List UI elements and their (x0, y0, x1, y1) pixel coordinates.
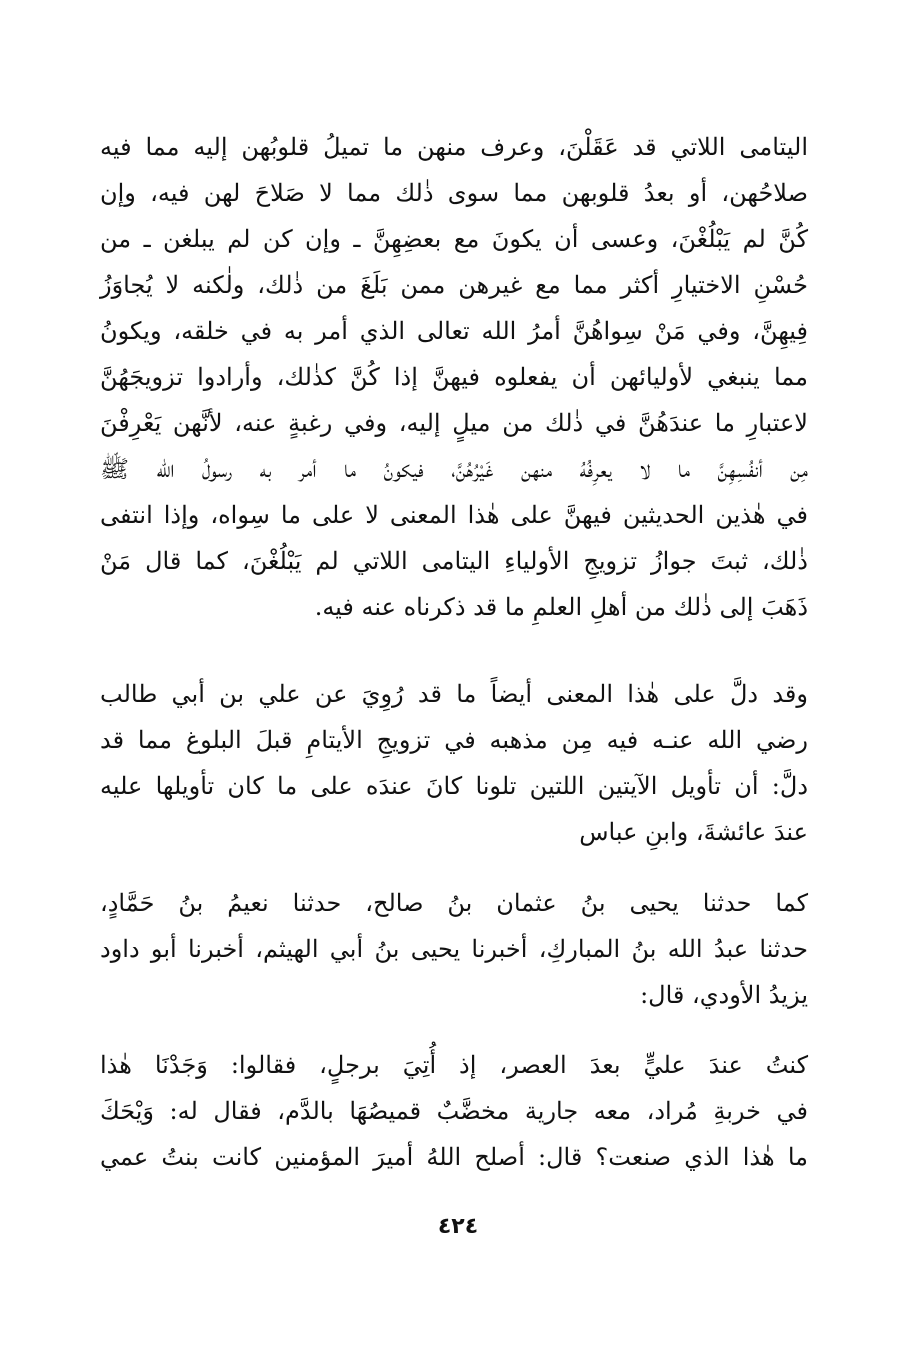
text-line: مما ينبغي لأوليائهن أن يفعلوه فيهنَّ إذا كُنَّ كذٰلك، وأرادوا تزويجَهُنَّ (100, 363, 808, 391)
text-line: صلاحُهن، أو بعدُ قلوبهن مما سوى ذٰلك مما لا صَلاحَ لهن فيه، وإن (100, 179, 808, 207)
text-line: دلَّ: أن تأويل الآيتين اللتين تلونا كانَ عندَه على ما كان تأويلها عليه (100, 772, 808, 800)
text-line: ما هٰذا الذي صنعت؟ قال: أصلح اللهُ أميرَ المؤمنين كانت بنتُ عمي (100, 1143, 808, 1171)
text-line: رضي الله عنـه فيه مِن مذهبه في تزويجِ الأيتامِ قبلَ البلوغ مما قد (100, 726, 808, 754)
text-line: مِن أنفُسِهِنَّ ما لا يعرِفُهُ منهن غَيْرُهُنَّ، فيكونُ ما أمر به رسولُ الله ﷺ (100, 455, 808, 483)
text-line: في هٰذين الحديثين فيهنَّ على هٰذا المعنى لا على ما سِواه، وإذا انتفى (100, 501, 808, 529)
text-line: وقد دلَّ على هٰذا المعنى أيضاً ما قد رُوِيَ عن علي بن أبي طالب (100, 680, 808, 708)
text-line: اليتامى اللاتي قد عَقَلْنَ، وعرف منهن ما تميلُ قلوبُهن إليه مما فيه (100, 133, 808, 161)
text-line: كما حدثنا يحيى بنُ عثمان بنُ صالح، حدثنا نعيمُ بنُ حَمَّادٍ، (100, 889, 808, 917)
text-line: حُسْنِ الاختيارِ أكثر مما مع غيرهن ممن بَلَغَ من ذٰلك، ولٰكنه لا يُجاوَزُ (100, 271, 808, 299)
text-line: كُنَّ لم يَبْلُغْنَ، وعسى أن يكونَ مع بعضِهِنَّ ـ وإن كن لم يبلغن ـ من (100, 225, 808, 253)
text-line: في خربةِ مُراد، معه جارية مخضَّبٌ قميصُهَا بالدَّم، فقال له: وَيْحَكَ (100, 1097, 808, 1125)
text-line: ذَهَبَ إلى ذٰلك من أهلِ العلمِ ما قد ذكرناه عنه فيه. (314, 593, 808, 621)
paragraph-1 (100, 124, 808, 630)
page-number: ٤٢٤ (437, 1214, 479, 1239)
text-line: كنتُ عندَ عليٍّ بعدَ العصر، إذ أُتِيَ برجلٍ، فقالوا: وَجَدْنَا هٰذا (100, 1051, 808, 1079)
paragraph-4 (100, 1042, 808, 1180)
text-line: يزيدُ الأودي، قال: (640, 981, 808, 1009)
paragraph-3 (100, 880, 808, 1018)
text-line: ذٰلك، ثبتَ جوازُ تزويجِ الأولياءِ اليتامى اللاتي لم يَبْلُغْنَ، كما قال مَنْ (100, 547, 808, 575)
paragraph-2 (100, 671, 808, 855)
text-line: فِيهِنَّ، وفي مَنْ سِواهُنَّ أمرُ الله تعالى الذي أمر به في خلقه، ويكونُ (100, 317, 808, 345)
text-line: عندَ عائشةَ، وابنِ عباس (579, 818, 808, 846)
text-line: حدثنا عبدُ الله بنُ المباركِ، أخبرنا يحيى بنُ أبي الهيثم، أخبرنا أبو داود (100, 935, 808, 963)
text-line: لاعتبارِ ما عندَهُنَّ في ذٰلك من ميلٍ إليه، وفي رغبةٍ عنه، لأنَّهن يَعْرِفْنَ (100, 409, 808, 437)
